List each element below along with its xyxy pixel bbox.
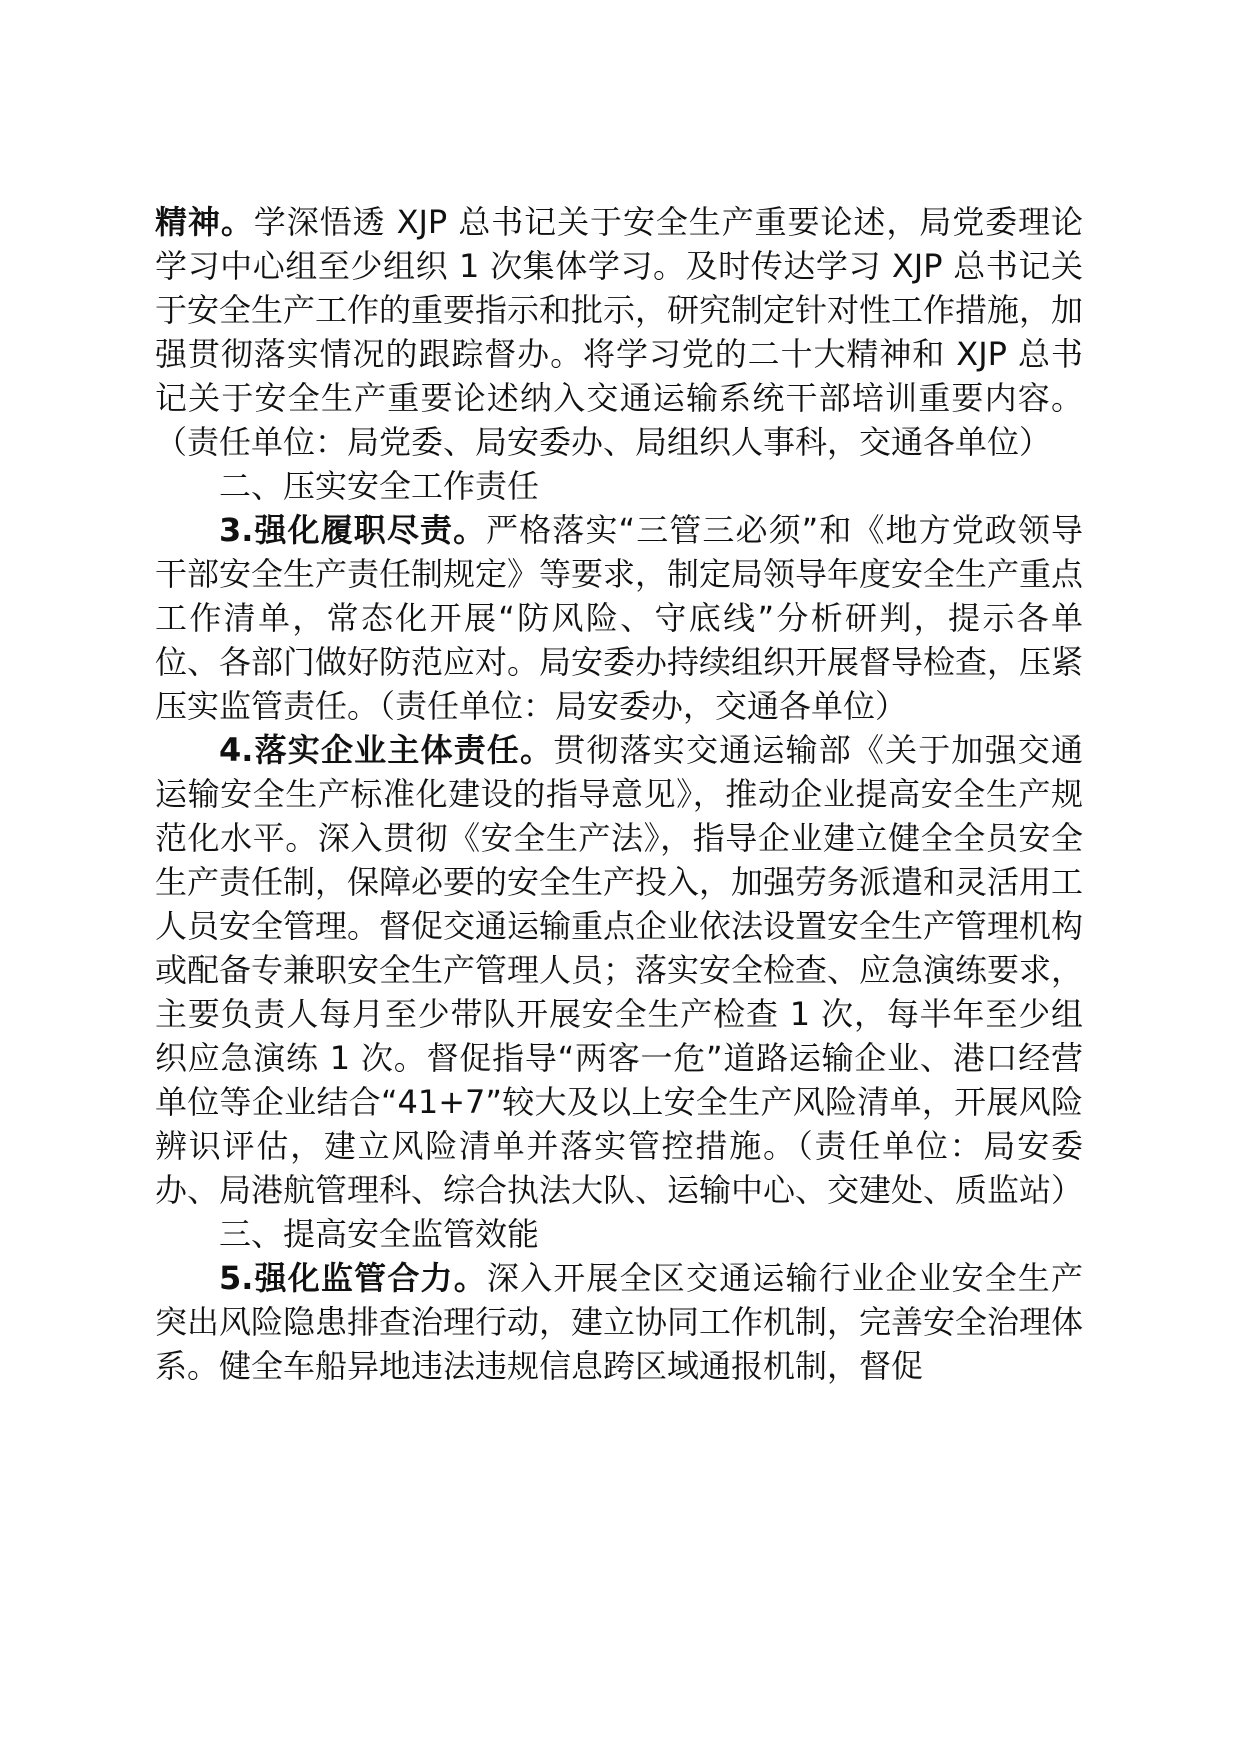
paragraph-item-3 [155, 508, 1083, 728]
paragraph-lead: 4.落实企业主体责任。 [219, 731, 554, 769]
paragraph-lead: 精神。 [155, 203, 254, 241]
paragraph-item-5 [155, 1256, 1083, 1388]
document-page [155, 200, 1083, 1388]
paragraph-study [155, 200, 1083, 464]
paragraph-item-4 [155, 728, 1083, 1212]
section-heading-2: 二、压实安全工作责任 [219, 467, 540, 505]
paragraph-text: 深入开展全区交通运输行业企业安全生产突出风险隐患排查治理行动，建立协同工作机制，完善安全治理体系。健全车船异地违法违规信息跨区域通报机制，督促 [155, 1259, 1084, 1385]
paragraph-text: 贯彻落实交通运输部《关于加强交通运输安全生产标准化建设的指导意见》，推动企业提高安全生产规范化水平。深入贯彻《安全生产法》，指导企业建立健全全员安全生产责任制，保障必要的安全生产投入，加强劳务派遣和灵活用工人员安全管理。督促交通运输重点企业依法设置安全生产管理机构或配备专兼职安全生产管理人员；落实安全检查、应急演练要求，主要负责人每月至少带队开展安全生产检查 1 次，每半年至少组织应急演练 1 次。督促指导“两客一危”道路运输企业、港口经营单位等企业结合“41+7”较大及以上安全生产风险清单，开展风险辨识评估，建立风险清单并落实管控措施。（责任单位：局安委办、局港航管理科、综合执法大队、运输中心、交建处、质监站） [155, 731, 1084, 1209]
paragraph-lead: 5.强化监管合力。 [219, 1259, 487, 1297]
section-heading-3: 三、提高安全监管效能 [219, 1215, 540, 1253]
paragraph-text: 严格落实“三管三必须”和《地方党政领导干部安全生产责任制规定》等要求，制定局领导年度安全生产重点工作清单，常态化开展“防风险、守底线”分析研判，提示各单位、各部门做好防范应对。局安委办持续组织开展督导检查，压紧压实监管责任。（责任单位：局安委办，交通各单位） [155, 511, 1084, 725]
paragraph-lead: 3.强化履职尽责。 [219, 511, 487, 549]
paragraph-text: 学深悟透 XJP 总书记关于安全生产重要论述，局党委理论学习中心组至少组织 1 次集体学习。及时传达学习 XJP 总书记关于安全生产工作的重要指示和批示，研究制定针对性工作措施，加强贯彻落实情况的跟踪督办。将学习党的二十大精神和 XJP 总书记关于安全生产重要论述纳入交通运输系统干部培训重要内容。（责任单位：局党委、局安委办、局组织人事科，交通各单位） [155, 203, 1084, 461]
